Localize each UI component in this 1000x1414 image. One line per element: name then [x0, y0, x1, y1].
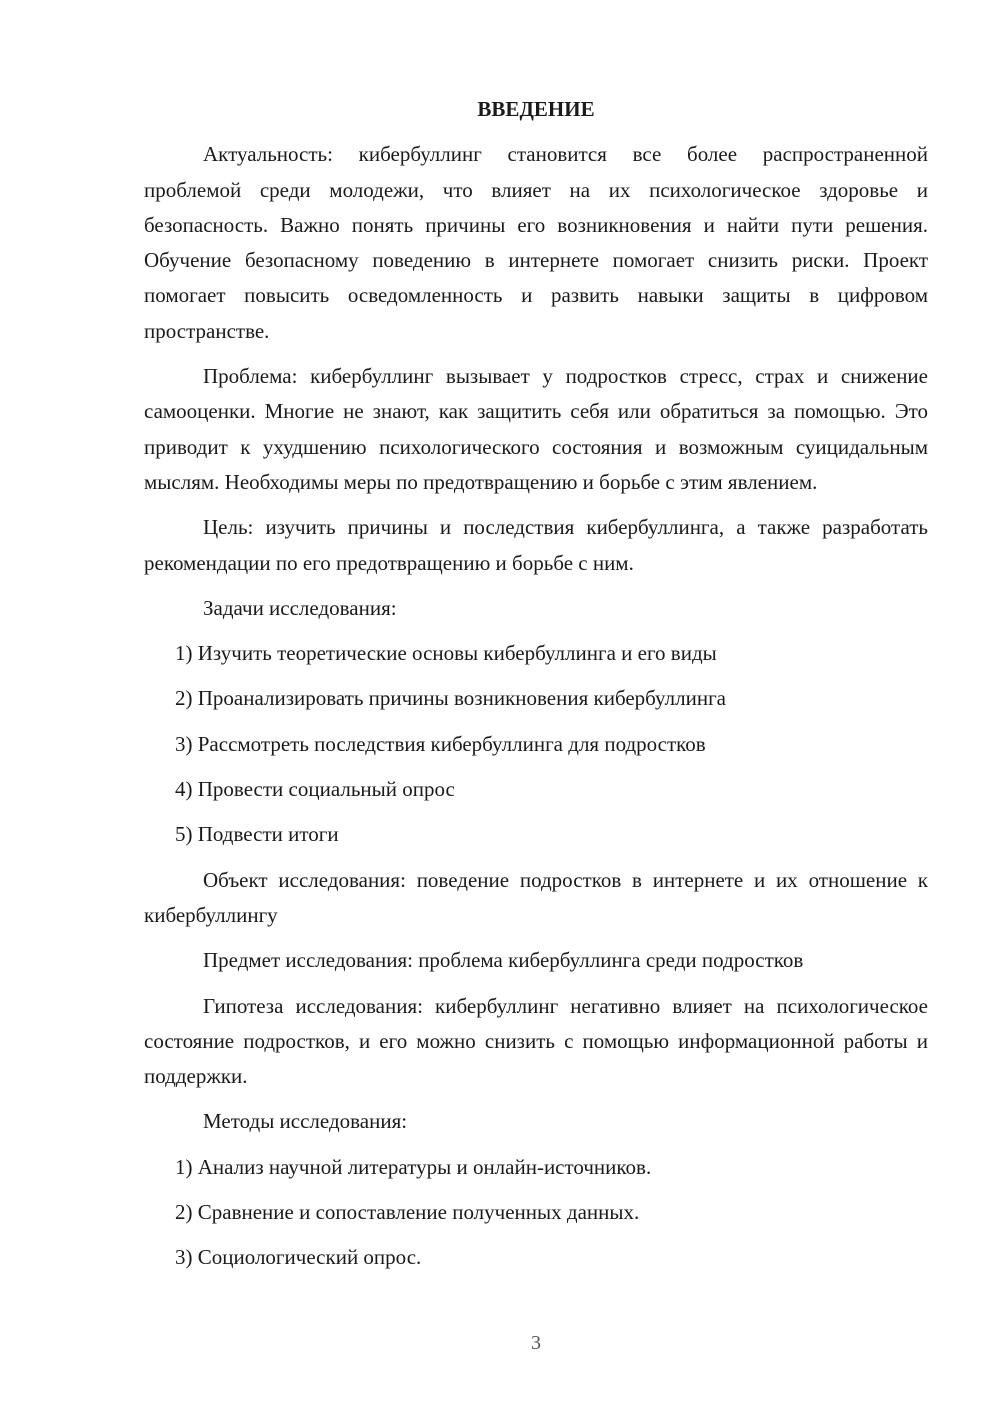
list-item: 1) Анализ научной литературы и онлайн-источников.	[175, 1154, 652, 1179]
list-item: 5) Подвести итоги	[175, 822, 339, 847]
list-item: 2) Сравнение и сопоставление полученных данных.	[175, 1200, 640, 1225]
list-item: 1) Изучить теоретические основы кибербуллинга и его виды	[175, 641, 717, 666]
paragraph-relevance: Актуальность: кибербуллинг становится все более распространенной проблемой среди молодежи, что влияет на их психологическое здоровье и безопасность. Важно понять причины его возникновения и найти пути решения. Обучение безопасному поведению в интернете помогает снизить риски. Проект помогает повысить осведомленность и развить навыки защиты в цифровом пространстве.	[144, 142, 928, 343]
document-page	[144, 92, 928, 1286]
paragraph-methods-title: Методы исследования:	[203, 1109, 408, 1134]
paragraph-subject: Предмет исследования: проблема кибербуллинга среди подростков	[203, 948, 804, 973]
list-item: 3) Социологический опрос.	[175, 1245, 422, 1270]
paragraph-tasks-title: Задачи исследования:	[203, 595, 397, 620]
section-heading: ВВЕДЕНИЕ	[477, 97, 595, 121]
page-number: 3	[531, 1332, 541, 1354]
paragraph-problem: Проблема: кибербуллинг вызывает у подростков стресс, страх и снижение самооценки. Многие не знают, как защитить себя или обратиться за помощью. Это приводит к ухудшению психологического состояния и возможным суицидальным мыслям. Необходимы меры по предотвращению и борьбе с этим явлением.	[144, 364, 928, 494]
list-item: 4) Провести социальный опрос	[175, 777, 455, 802]
paragraph-goal: Цель: изучить причины и последствия кибербуллинга, а также разработать рекомендации по его предотвращению и борьбе с ним.	[144, 515, 928, 575]
paragraph-object: Объект исследования: поведение подростков в интернете и их отношение к кибербуллингу	[144, 867, 928, 927]
list-item: 3) Рассмотреть последствия кибербуллинга для подростков	[175, 731, 706, 756]
paragraph-hypothesis: Гипотеза исследования: кибербуллинг негативно влияет на психологическое состояние подростков, и его можно снизить с помощью информационной работы и поддержки.	[144, 993, 928, 1089]
list-item: 2) Проанализировать причины возникновения кибербуллинга	[175, 686, 727, 711]
